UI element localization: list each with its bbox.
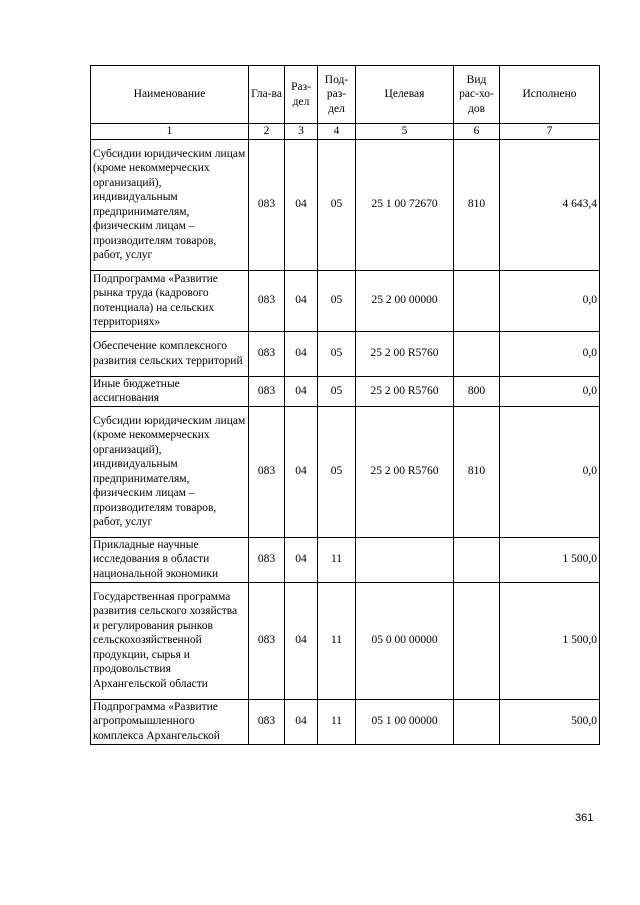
row-ispolneno: 0,0	[500, 376, 600, 406]
header-glava: Гла-ва	[249, 66, 285, 124]
row-glava: 083	[249, 376, 285, 406]
row-vid	[454, 331, 500, 376]
row-vid: 810	[454, 139, 500, 270]
row-celevaya	[356, 537, 454, 582]
row-razdel: 04	[285, 376, 318, 406]
header-vid: Вид рас-хо-дов	[454, 66, 500, 124]
row-name: Иные бюджетные ассигнования	[91, 376, 249, 406]
row-name: Субсидии юридическим лицам (кроме некоммерческих организаций), индивидуальным предпринимателям, физическим лицам – производителям товаров, работ, услуг	[91, 139, 249, 270]
column-number: 1	[91, 124, 249, 140]
column-number: 2	[249, 124, 285, 140]
row-name: Субсидии юридическим лицам (кроме некоммерческих организаций), индивидуальным предпринимателям, физическим лицам – производителям товаров, работ, услуг	[91, 406, 249, 537]
column-number: 5	[356, 124, 454, 140]
row-ispolneno: 0,0	[500, 331, 600, 376]
row-name: Прикладные научные исследования в области национальной экономики	[91, 537, 249, 582]
column-number: 3	[285, 124, 318, 140]
row-glava: 083	[249, 699, 285, 744]
row-celevaya: 25 2 00 R5760	[356, 376, 454, 406]
table-row	[91, 537, 600, 582]
row-ispolneno: 500,0	[500, 699, 600, 744]
column-number: 7	[500, 124, 600, 140]
table-row	[91, 270, 600, 331]
row-vid	[454, 270, 500, 331]
row-name: Подпрограмма «Развитие рынка труда (кадрового потенциала) на сельских территориях»	[91, 270, 249, 331]
row-ispolneno: 1 500,0	[500, 537, 600, 582]
header-razdel: Раз-дел	[285, 66, 318, 124]
row-razdel: 04	[285, 699, 318, 744]
row-celevaya: 25 1 00 72670	[356, 139, 454, 270]
row-podrazdel: 11	[318, 699, 356, 744]
column-number: 4	[318, 124, 356, 140]
row-podrazdel: 05	[318, 139, 356, 270]
row-glava: 083	[249, 537, 285, 582]
row-podrazdel: 11	[318, 537, 356, 582]
table-row	[91, 376, 600, 406]
row-podrazdel: 05	[318, 406, 356, 537]
row-celevaya: 25 2 00 R5760	[356, 331, 454, 376]
row-glava: 083	[249, 270, 285, 331]
row-glava: 083	[249, 582, 285, 699]
page-number: 361	[575, 812, 594, 824]
row-glava: 083	[249, 331, 285, 376]
row-razdel: 04	[285, 331, 318, 376]
row-name: Государственная программа развития сельского хозяйства и регулирования рынков сельскохозяйственной продукции, сырья и продовольствия Архангельской области	[91, 582, 249, 699]
budget-table	[90, 65, 600, 745]
header-celevaya: Целевая	[356, 66, 454, 124]
row-glava: 083	[249, 406, 285, 537]
header-podrazdel: Под-раз-дел	[318, 66, 356, 124]
row-podrazdel: 05	[318, 270, 356, 331]
row-vid	[454, 699, 500, 744]
row-ispolneno: 1 500,0	[500, 582, 600, 699]
row-celevaya: 05 0 00 00000	[356, 582, 454, 699]
row-name: Обеспечение комплексного развития сельских территорий	[91, 331, 249, 376]
table-row	[91, 406, 600, 537]
table-row	[91, 699, 600, 744]
column-number-row	[91, 124, 600, 140]
row-vid: 810	[454, 406, 500, 537]
row-glava: 083	[249, 139, 285, 270]
row-vid: 800	[454, 376, 500, 406]
header-name: Наименование	[91, 66, 249, 124]
row-ispolneno: 4 643,4	[500, 139, 600, 270]
column-number: 6	[454, 124, 500, 140]
row-vid	[454, 582, 500, 699]
table-row	[91, 582, 600, 699]
row-celevaya: 25 2 00 R5760	[356, 406, 454, 537]
row-podrazdel: 05	[318, 331, 356, 376]
row-name: Подпрограмма «Развитие агропромышленного комплекса Архангельской	[91, 699, 249, 744]
header-row	[91, 66, 600, 124]
row-ispolneno: 0,0	[500, 406, 600, 537]
row-vid	[454, 537, 500, 582]
row-razdel: 04	[285, 270, 318, 331]
row-celevaya: 25 2 00 00000	[356, 270, 454, 331]
table-row	[91, 139, 600, 270]
table-row	[91, 331, 600, 376]
row-razdel: 04	[285, 537, 318, 582]
row-podrazdel: 11	[318, 582, 356, 699]
row-podrazdel: 05	[318, 376, 356, 406]
row-celevaya: 05 1 00 00000	[356, 699, 454, 744]
row-razdel: 04	[285, 139, 318, 270]
row-razdel: 04	[285, 406, 318, 537]
row-ispolneno: 0,0	[500, 270, 600, 331]
row-razdel: 04	[285, 582, 318, 699]
header-ispolneno: Исполнено	[500, 66, 600, 124]
